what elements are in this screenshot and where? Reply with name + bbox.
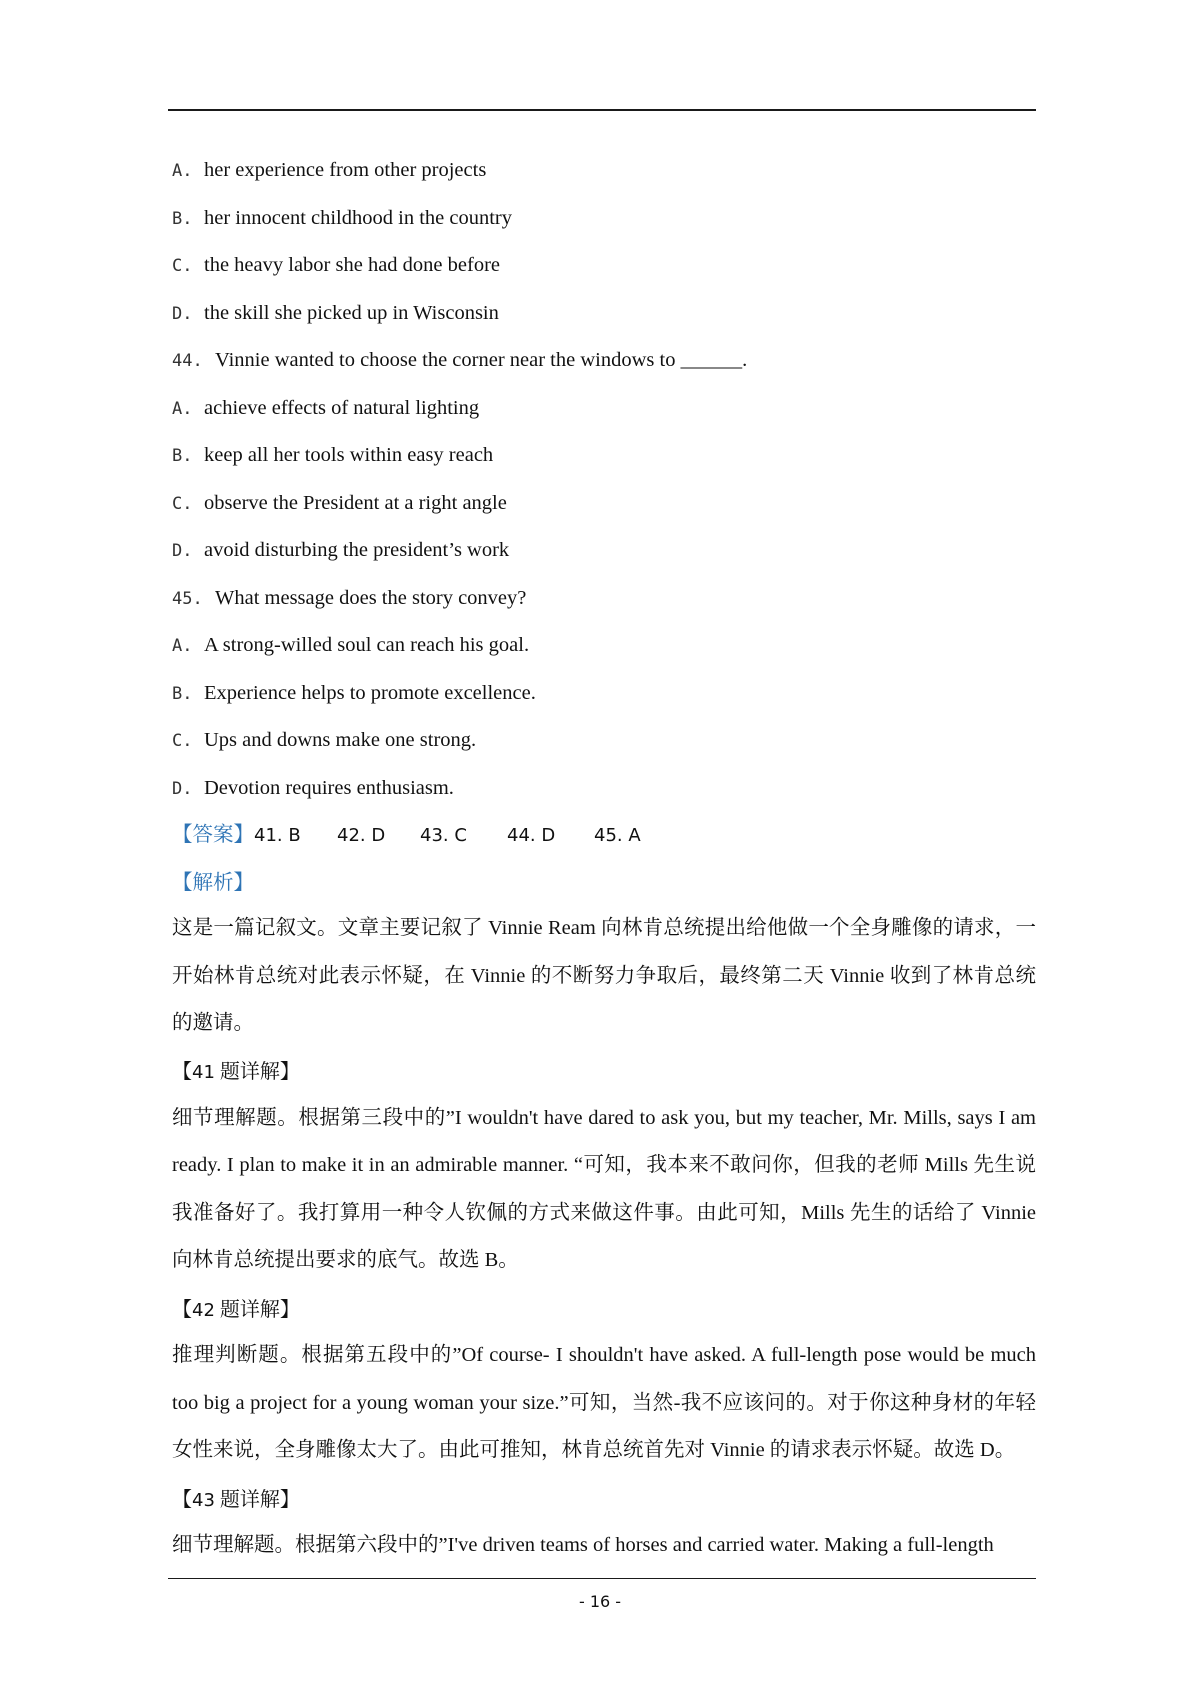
header-rule: [168, 109, 1036, 111]
q45-option-b: [172, 679, 536, 708]
detail-heading-43: [172, 1486, 300, 1515]
q44-option-c: [172, 489, 507, 518]
q44-option-b: [172, 441, 493, 470]
option-text: Ups and downs make one strong.: [204, 729, 477, 751]
footer-rule: [168, 1578, 1036, 1579]
detail-heading-42: [172, 1296, 300, 1325]
option-letter: A.: [172, 636, 193, 656]
question-text: What message does the story convey?: [215, 586, 527, 609]
q43-option-d: [172, 299, 499, 328]
heading-text: 题详解】: [214, 1298, 300, 1321]
option-text: the heavy labor she had done before: [204, 254, 500, 276]
option-text: Devotion requires enthusiasm.: [204, 776, 454, 799]
q43-option-a: [172, 156, 486, 185]
option-letter: D.: [172, 778, 193, 799]
analysis-label: 【解析】: [172, 871, 254, 894]
question-number: 44.: [172, 351, 203, 371]
detail-text-43: 细节理解题。根据第六段中的”I've driven teams of horses and carried water. Making a full-length: [172, 1534, 994, 1556]
option-letter: A.: [172, 398, 193, 419]
option-text: observe the President at a right angle: [204, 491, 507, 514]
option-letter: A.: [172, 161, 193, 181]
option-text: achieve effects of natural lighting: [204, 396, 480, 419]
answer-item: 44. D: [507, 825, 556, 846]
analysis-summary: 这是一篇记叙文。文章主要记叙了 Vinnie Ream 向林肯总统提出给他做一个全身雕像的请求，一开始林肯总统对此表示怀疑，在 Vinnie 的不断努力争取后，最终第二天 Vinnie 收到了林肯总统的邀请。: [172, 917, 1036, 1034]
q45-stem: [172, 584, 526, 613]
detail-text-42: 推理判断题。根据第五段中的”Of course- I shouldn't have asked. A full-length pose would be much too big a project for a young woman your size.”可知，当然-我不应该问的。对于你这种身材的年轻女性来说，全身雕像太大了。由此可推知，林肯总统首先对 Vinnie 的请求表示怀疑。故选 D。: [172, 1344, 1036, 1461]
heading-bracket: 【: [172, 1488, 192, 1511]
q45-option-c: [172, 726, 476, 755]
q44-option-a: [172, 394, 479, 423]
option-letter: B.: [172, 446, 193, 466]
option-letter: B.: [172, 208, 193, 229]
q44-stem: [172, 346, 747, 375]
q43-option-b: [172, 204, 512, 233]
detail-heading-41: [172, 1058, 300, 1087]
heading-bracket: 【: [172, 1061, 192, 1083]
option-letter: C.: [172, 493, 193, 514]
option-letter: B.: [172, 683, 193, 704]
answer-line: [172, 821, 641, 850]
heading-number: 41: [192, 1062, 215, 1083]
option-letter: C.: [172, 256, 193, 276]
heading-number: 42: [192, 1299, 215, 1321]
question-text: Vinnie wanted to choose the corner near the windows to ______.: [215, 349, 748, 371]
option-text: her innocent childhood in the country: [204, 206, 512, 229]
option-text: avoid disturbing the president’s work: [204, 539, 510, 561]
option-text: A strong-willed soul can reach his goal.: [204, 634, 530, 656]
answer-item: 45. A: [594, 825, 641, 846]
heading-bracket: 【: [172, 1298, 192, 1321]
detail-text-41: 细节理解题。根据第三段中的”I wouldn't have dared to ask you, but my teacher, Mr. Mills, says I am ready. I plan to make it in an admirable manner. “可知，我本来不敢问你，但我的老师 Mills 先生说我准备好了。我打算用一种令人钦佩的方式来做这件事。由此可知，Mills 先生的话给了 Vinnie 向林肯总统提出要求的底气。故选 B。: [172, 1106, 1036, 1271]
option-letter: C.: [172, 731, 193, 751]
heading-text: 题详解】: [214, 1488, 300, 1511]
q45-option-a: [172, 631, 529, 660]
q45-option-d: [172, 774, 454, 803]
answer-label: 【答案】: [172, 824, 254, 846]
answer-item: 42. D: [337, 825, 386, 846]
option-text: keep all her tools within easy reach: [204, 444, 494, 466]
q43-option-c: [172, 251, 500, 280]
option-letter: D.: [172, 541, 193, 561]
analysis-label-line: [172, 869, 254, 897]
option-text: the skill she picked up in Wisconsin: [204, 301, 499, 324]
heading-text: 题详解】: [214, 1061, 300, 1083]
option-text: Experience helps to promote excellence.: [204, 681, 536, 704]
question-number: 45.: [172, 588, 203, 609]
answer-item: 43. C: [420, 825, 467, 846]
option-text: her experience from other projects: [204, 159, 487, 181]
heading-number: 43: [192, 1489, 215, 1511]
answer-item: 41. B: [254, 825, 301, 846]
option-letter: D.: [172, 303, 193, 324]
page-number: - 16 -: [578, 1592, 622, 1611]
q44-option-d: [172, 536, 509, 565]
